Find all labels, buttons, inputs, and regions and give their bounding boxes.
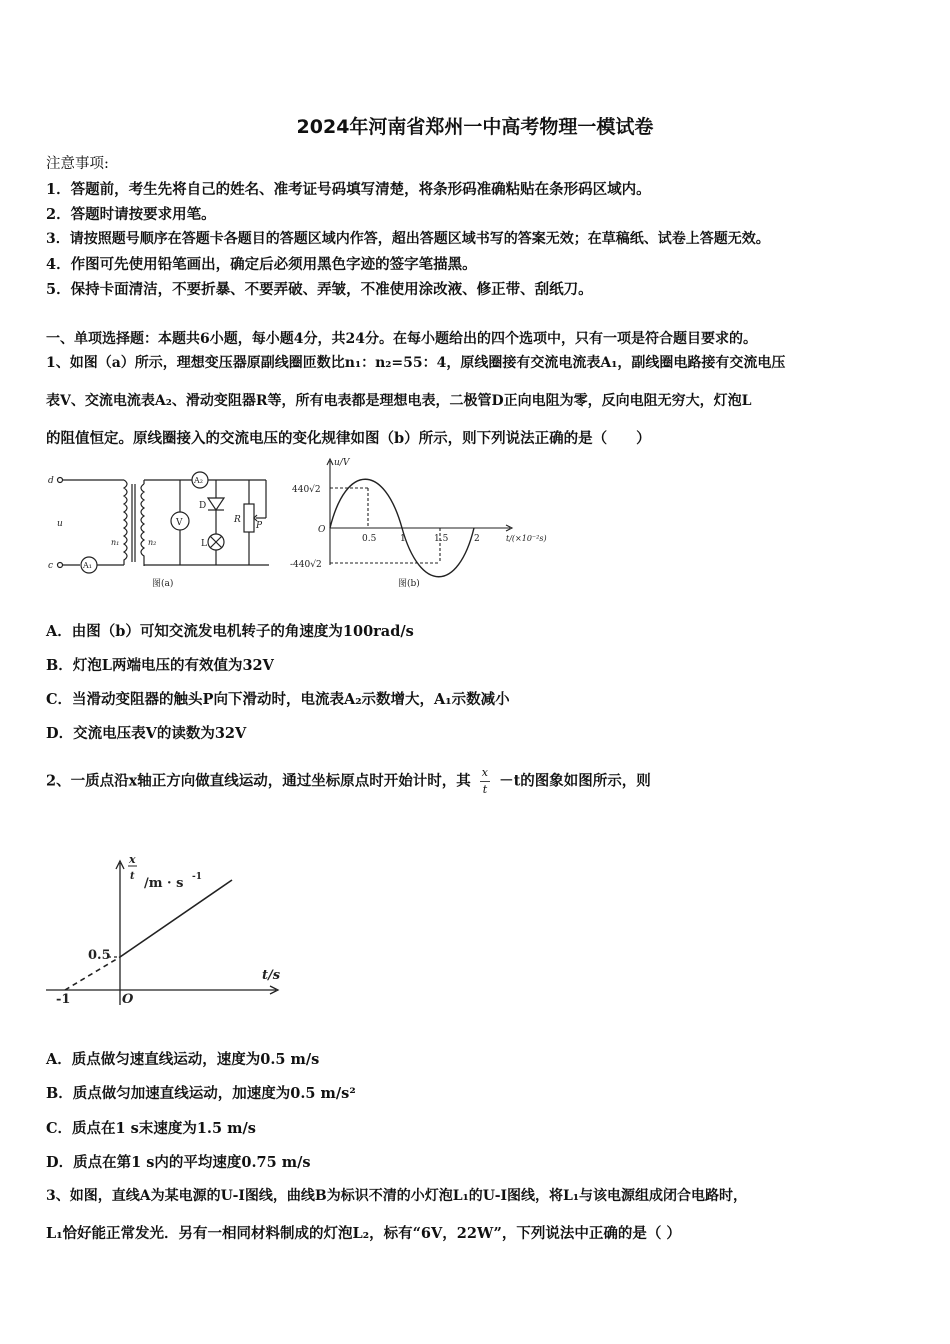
y-unit-label: /m · s <box>144 876 184 891</box>
q2-option-c: C．质点在1 s末速度为1.5 m/s <box>46 1120 256 1137</box>
q2-text-after: －t的图象如图所示，则 <box>499 772 651 790</box>
x-over-t-fraction <box>480 765 490 798</box>
y-label-numerator: x <box>129 853 136 866</box>
tick-label: 0.5 <box>362 534 377 544</box>
fig-a-caption: 图(a) <box>152 579 174 589</box>
v-label: V <box>176 518 183 528</box>
q1-option-b: B．灯泡L两端电压的有效值为32V <box>46 657 274 674</box>
p-label: P <box>256 521 263 531</box>
q2-option-d: D．质点在第1 s内的平均速度0.75 m/s <box>46 1154 311 1171</box>
notice-item: 5．保持卡面清洁，不要折暴、不要弄破、弄皱，不准使用涂改液、修正带、刮纸刀。 <box>46 281 593 298</box>
y-unit-exponent: -1 <box>192 872 202 882</box>
y-max-label: 440√2 <box>292 485 321 495</box>
origin-label: O <box>318 525 326 535</box>
notice-item: 4．作图可先使用铅笔画出，确定后必须用黑色字迹的签字笔描黑。 <box>46 256 477 273</box>
page-title: 2024年河南省郑州一中高考物理一模试卷 <box>296 116 654 138</box>
q3-text-line: L₁恰好能正常发光．另有一相同材料制成的灯泡L₂，标有“6V，22W”，下列说法中正确的是（ ） <box>46 1225 681 1242</box>
xt-t-graph <box>40 845 290 1010</box>
n1-label: n₁ <box>111 538 120 547</box>
terminal-d-label: d <box>48 476 54 486</box>
q1-option-c: C．当滑动变阻器的触头P向下滑动时，电流表A₂示数增大，A₁示数减小 <box>46 691 510 708</box>
q1-text-line: 1、如图（a）所示，理想变压器原副线圈匝数比n₁：n₂=55：4，原线圈接有交流电流表A₁，副线圈电路接有交流电压 <box>46 355 786 371</box>
a2-label: A₂ <box>194 476 203 485</box>
l-label: L <box>201 539 207 549</box>
notice-item: 2．答题时请按要求用笔。 <box>46 206 216 223</box>
fraction-denominator: t <box>482 783 488 796</box>
tick-label: 2 <box>474 534 480 544</box>
voltage-graph-b <box>288 455 558 592</box>
q1-text-line: 的阻值恒定。原线圈接入的交流电压的变化规律如图（b）所示，则下列说法正确的是（ ） <box>46 430 651 447</box>
notice-heading: 注意事项: <box>46 156 109 172</box>
x-axis-label: t/(×10⁻²s) <box>506 534 547 543</box>
origin-label: O <box>122 992 134 1007</box>
fig-b-caption: 图(b) <box>398 579 420 589</box>
r-label: R <box>234 515 241 525</box>
intercept-x-label: -1 <box>56 992 71 1007</box>
q1-option-a: A．由图（b）可知交流发电机转子的角速度为100rad/s <box>46 623 414 640</box>
circuit-figure-a <box>44 462 284 592</box>
q2-option-b: B．质点做匀加速直线运动，加速度为0.5 m/s² <box>46 1085 356 1102</box>
n2-label: n₂ <box>148 538 157 547</box>
intercept-y-label: 0.5 <box>88 948 111 963</box>
q2-text <box>46 765 651 798</box>
q1-option-d: D．交流电压表V的读数为32V <box>46 725 247 742</box>
notice-item: 1．答题前，考生先将自己的姓名、准考证号码填写清楚，将条形码准确粘贴在条形码区域内。 <box>46 181 651 198</box>
y-axis-label: u/V <box>334 458 350 468</box>
fraction-numerator: x <box>480 765 490 782</box>
x-axis-label: t/s <box>262 968 281 983</box>
diode-icon <box>208 498 224 510</box>
voltage-u-label: u <box>57 519 63 529</box>
a1-label: A₁ <box>83 561 92 570</box>
q3-text-line: 3、如图，直线A为某电源的U-I图线，曲线B为标识不清的小灯泡L₁的U-I图线，将L₁与该电源组成闭合电路时， <box>46 1188 748 1204</box>
y-min-label: -440√2 <box>290 560 322 570</box>
d-label: D <box>199 501 207 511</box>
tick-label: 1 <box>400 534 406 544</box>
notice-item: 3．请按照题号顺序在答题卡各题目的答题区域内作答，超出答题区域书写的答案无效；在草稿纸、试卷上答题无效。 <box>46 231 770 247</box>
tick-label: 1.5 <box>434 534 449 544</box>
q2-text-before: 2、一质点沿x轴正方向做直线运动，通过坐标原点时开始计时，其 <box>46 772 471 790</box>
y-label-denominator: t <box>130 871 135 882</box>
terminal-c-label: c <box>48 561 54 571</box>
q2-option-a: A．质点做匀速直线运动，速度为0.5 m/s <box>46 1051 320 1068</box>
rheostat-icon <box>244 504 254 532</box>
section-heading: 一、单项选择题：本题共6小题，每小题4分，共24分。在每小题给出的四个选项中，只有一项是符合题目要求的。 <box>46 331 757 347</box>
q1-text-line: 表V、交流电流表A₂、滑动变阻器R等，所有电表都是理想电表，二极管D正向电阻为零，反向电阻无穷大，灯泡L <box>46 393 752 409</box>
